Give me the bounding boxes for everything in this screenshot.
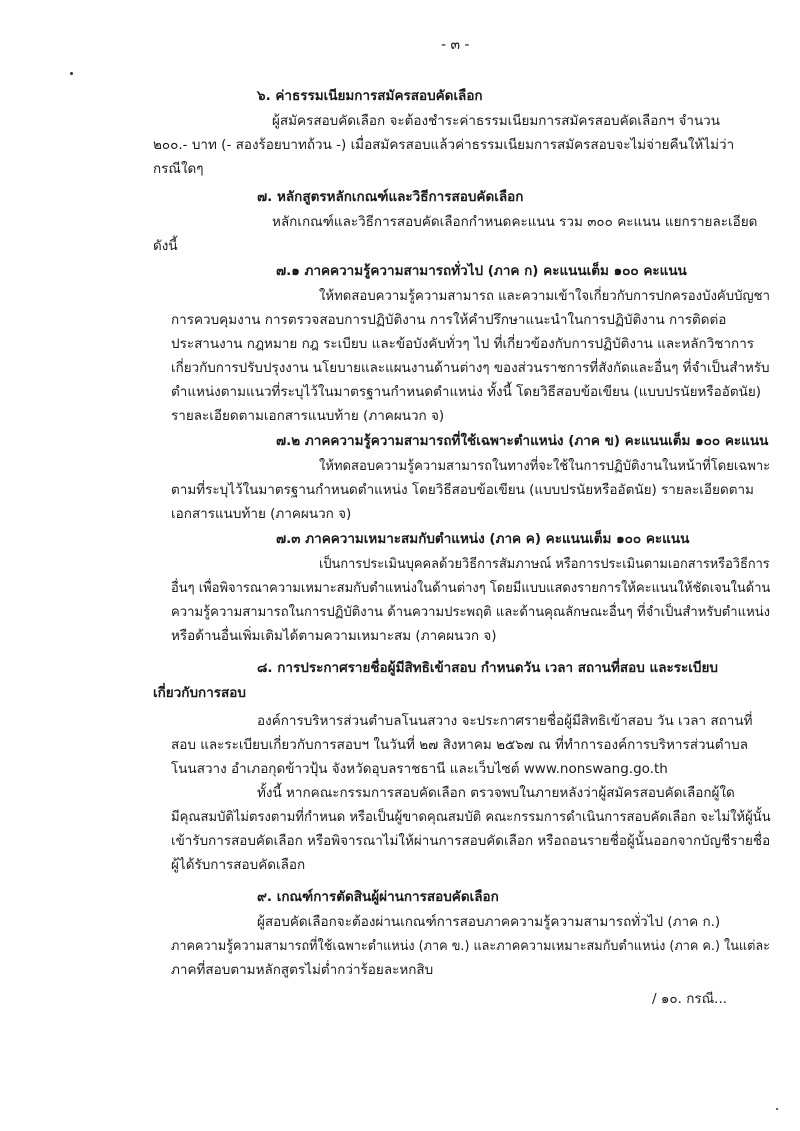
section-9-line: ภาคที่สอบตามหลักสูตรไม่ต่ำกว่าร้อยละหกสิบ [171, 962, 434, 978]
section-7-1-line: รายละเอียดตามเอกสารแนบท้าย (ภาคผนวก จ) [171, 408, 445, 424]
section-8-heading: เกี่ยวกับการสอบ [153, 685, 246, 701]
section-7-1-line: ประสานงาน กฎหมาย กฎ ระเบียบ และข้อบังคับทั่วๆ ไป ที่เกี่ยวข้องกับการปฏิบัติงาน และหลักวิชาการ [171, 336, 755, 352]
section-7-3-line: หรือด้านอื่นเพิ่มเติมได้ตามความเหมาะสม (ภาคผนวก จ) [171, 628, 497, 644]
section-6-line: ๒๐๐.- บาท (- สองร้อยบาทถ้วน -) เมื่อสมัครสอบแล้วค่าธรรมเนียมการสมัครสอบจะไม่จ่ายคืนให้ไม่ว่า [153, 137, 735, 153]
section-7-2-line: ตามที่ระบุไว้ในมาตรฐานกำหนดตำแหน่ง โดยวิธีสอบข้อเขียน (แบบปรนัยหรืออัตนัย) รายละเอียดตาม [171, 482, 754, 498]
section-9-line: ผู้สอบคัดเลือกจะต้องผ่านเกณฑ์การสอบภาคความรู้ความสามารถทั่วไป (ภาค ก.) [257, 914, 721, 930]
section-6-line: ผู้สมัครสอบคัดเลือก จะต้องชำระค่าธรรมเนียมการสมัครสอบคัดเลือกฯ จำนวน [272, 113, 720, 129]
section-7-3-heading: ๗.๓ ภาคความเหมาะสมกับตำแหน่ง (ภาค ค) คะแนนเต็ม ๑๐๐ คะแนน [276, 531, 690, 547]
scan-speck [776, 1108, 778, 1110]
section-7-line: ดังนี้ [153, 238, 178, 254]
section-7-2-heading: ๗.๒ ภาคความรู้ความสามารถที่ใช้เฉพาะตำแหน่ง (ภาค ข) คะแนนเต็ม ๑๐๐ คะแนน [276, 433, 769, 449]
section-7-1-line: การควบคุมงาน การตรวจสอบการปฏิบัติงาน การให้คำปรึกษาแนะนำในการปฏิบัติงาน การติดต่อ [171, 312, 727, 328]
section-8-line: มีคุณสมบัติไม่ตรงตามที่กำหนด หรือเป็นผู้ขาดคุณสมบัติ คณะกรรมการดำเนินการสอบคัดเลือก จะไม่ให้ผู้นั้น [171, 809, 771, 825]
section-8-line: สอบ และระเบียบเกี่ยวกับการสอบฯ ในวันที่ ๒๗ สิงหาคม ๒๕๖๗ ณ ที่ทำการองค์การบริหารส่วนตำบล [171, 737, 748, 753]
continuation-note: / ๑๐. กรณี... [652, 991, 728, 1007]
section-7-heading: ๗. หลักสูตรหลักเกณฑ์และวิธีการสอบคัดเลือก [257, 189, 524, 205]
section-7-2-line: เอกสารแนบท้าย (ภาคผนวก จ) [171, 506, 352, 522]
section-7-line: หลักเกณฑ์และวิธีการสอบคัดเลือกกำหนดคะแนน รวม ๓๐๐ คะแนน แยกรายละเอียด [272, 214, 758, 230]
section-7-1-heading: ๗.๑ ภาคความรู้ความสามารถทั่วไป (ภาค ก) คะแนนเต็ม ๑๐๐ คะแนน [276, 263, 687, 279]
section-8-line: เข้ารับการสอบคัดเลือก หรือพิจารณาไม่ให้ผ่านการสอบคัดเลือก หรือถอนรายชื่อผู้นั้นออกจากบัญชีรายชื่อ [171, 833, 771, 849]
section-8-line: ผู้ได้รับการสอบคัดเลือก [171, 857, 306, 873]
section-9-line: ภาคความรู้ความสามารถที่ใช้เฉพาะตำแหน่ง (ภาค ข.) และภาคความเหมาะสมกับตำแหน่ง (ภาค ค.) ในแต่ละ [171, 938, 770, 954]
section-7-1-line: เกี่ยวกับการปรับปรุงงาน นโยบายและแผนงานด้านต่างๆ ของส่วนราชการที่สังกัดและอื่นๆ ที่จำเป็นสำหรับ [171, 360, 770, 376]
section-6-heading: ๖. ค่าธรรมเนียมการสมัครสอบคัดเลือก [257, 88, 483, 104]
scan-speck [70, 72, 73, 75]
section-7-2-line: ให้ทดสอบความรู้ความสามารถในทางที่จะใช้ในการปฏิบัติงานในหน้าที่โดยเฉพาะ [319, 458, 771, 474]
section-8-heading: ๘. การประกาศรายชื่อผู้มีสิทธิเข้าสอบ กำหนดวัน เวลา สถานที่สอบ และระเบียบ [257, 660, 718, 676]
section-7-3-line: เป็นการประเมินบุคคลด้วยวิธีการสัมภาษณ์ หรือการประเมินตามเอกสารหรือวิธีการ [319, 556, 770, 572]
section-8-line: ทั้งนี้ หากคณะกรรมการสอบคัดเลือก ตรวจพบในภายหลังว่าผู้สมัครสอบคัดเลือกผู้ใด [257, 785, 735, 801]
section-6-line: กรณีใดๆ [153, 161, 204, 177]
section-9-heading: ๙. เกณฑ์การตัดสินผู้ผ่านการสอบคัดเลือก [257, 889, 499, 905]
section-8-line: โนนสวาง อำเภอกุดข้าวปุ้น จังหวัดอุบลราชธานี และเว็บไซต์ www.nonswang.go.th [171, 761, 668, 777]
section-7-3-line: อื่นๆ เพื่อพิจารณาความเหมาะสมกับตำแหน่งในด้านต่างๆ โดยมีแบบแสดงรายการให้คะแนนให้ชัดเจนในด้าน [171, 580, 771, 596]
section-7-1-line: ให้ทดสอบความรู้ความสามารถ และความเข้าใจเกี่ยวกับการปกครองบังคับบัญชา [319, 288, 771, 304]
section-7-3-line: ความรู้ความสามารถในการปฏิบัติงาน ด้านความประพฤติ และด้านคุณลักษณะอื่นๆ ที่จำเป็นสำหรับตำแหน่ง [171, 604, 771, 620]
section-7-1-line: ตำแหน่งตามแนวที่ระบุไว้ในมาตรฐานกำหนดตำแหน่ง ทั้งนี้ โดยวิธีสอบข้อเขียน (แบบปรนัยหรืออัตนัย) [171, 384, 762, 400]
page-number: - ๓ - [441, 37, 470, 53]
section-8-line: องค์การบริหารส่วนตำบลโนนสวาง จะประกาศรายชื่อผู้มีสิทธิเข้าสอบ วัน เวลา สถานที่ [257, 713, 753, 729]
